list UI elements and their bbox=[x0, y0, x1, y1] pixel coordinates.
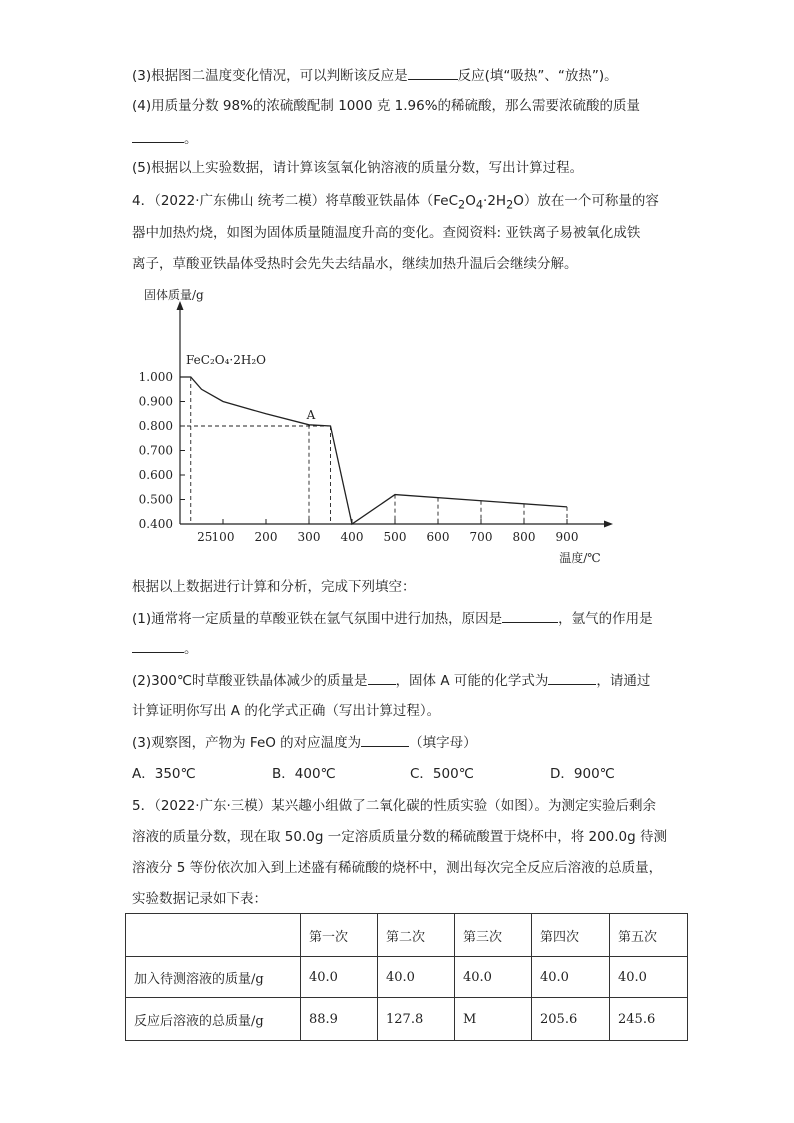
x-tick-label: 800 bbox=[512, 530, 536, 544]
table-header-cell: 第五次 bbox=[610, 914, 688, 957]
x-tick-label: 500 bbox=[383, 530, 407, 544]
q4-stem-line1: 4．（2022·广东佛山 统考二模）将草酸亚铁晶体$(FeC_2O_4\cdot 2H_2O)$放在一个可称量的容 bbox=[132, 193, 659, 212]
table-header-cell: 第四次 bbox=[532, 914, 610, 957]
table-cell: 127.8 bbox=[378, 998, 455, 1041]
x-tick-label: 25 bbox=[197, 530, 213, 544]
table-cell: 88.9 bbox=[301, 998, 378, 1041]
x-tick-label: 200 bbox=[254, 530, 278, 544]
answer-blank[interactable] bbox=[368, 670, 396, 685]
table-header-cell: 第一次 bbox=[301, 914, 378, 957]
q4-part1: (1)通常将一定质量的草酸亚铁在氩气氛围中进行加热，原因是 ，氩气的作用是 bbox=[132, 608, 653, 629]
x-tick-label: 100 bbox=[211, 530, 235, 544]
option-a[interactable]: A．350℃ bbox=[132, 766, 196, 782]
x-tick-label: 600 bbox=[426, 530, 450, 544]
x-axis-title: 温度/℃ bbox=[559, 551, 601, 565]
table-header-cell: 第二次 bbox=[378, 914, 455, 957]
q4-stem-line3: 离子，草酸亚铁晶体受热时会先失去结晶水，继续加热升温后会继续分解。 bbox=[132, 256, 578, 272]
table-cell: 40.0 bbox=[455, 957, 532, 998]
table-cell: 加入待测溶液的质量/g bbox=[126, 957, 301, 998]
q3-part4-line2: 。 bbox=[132, 128, 198, 149]
table-cell: 40.0 bbox=[378, 957, 455, 998]
q3-part4-line1: (4)用质量分数 98%的浓硫酸配制 1000 克 1.96%的稀硫酸，那么需要浓硫酸的质量 bbox=[132, 98, 641, 114]
y-tick-label: 0.900 bbox=[138, 394, 173, 409]
table-cell: 245.6 bbox=[610, 998, 688, 1041]
x-tick-label: 900 bbox=[555, 530, 579, 544]
answer-blank[interactable] bbox=[408, 65, 458, 80]
experiment-data-table bbox=[125, 913, 688, 1041]
answer-blank[interactable] bbox=[548, 670, 596, 685]
y-axis-arrow bbox=[177, 301, 184, 310]
table-cell: 40.0 bbox=[610, 957, 688, 998]
series-label: FeC₂O₄·2H₂O bbox=[186, 353, 266, 367]
q4-part2-line2: 计算证明你写出 A 的化学式正确（写出计算过程）。 bbox=[132, 703, 441, 719]
q5-stem-line3: 溶液分 5 等份依次加入到上述盛有稀硫酸的烧杯中，测出每次完全反应后溶液的总质量， bbox=[132, 860, 663, 876]
y-tick-label: 1.000 bbox=[138, 370, 173, 384]
q4-after-chart: 根据以上数据进行计算和分析，完成下列填空： bbox=[132, 579, 416, 595]
y-tick-label: 0.800 bbox=[138, 419, 173, 433]
y-tick-label: 0.700 bbox=[138, 443, 173, 458]
y-tick-label: 0.400 bbox=[138, 517, 173, 531]
mass-temperature-chart bbox=[130, 280, 630, 570]
q4-part1-line2: 。 bbox=[132, 638, 198, 659]
option-d[interactable]: D．900℃ bbox=[550, 766, 615, 782]
answer-blank[interactable] bbox=[132, 638, 184, 653]
mass-curve bbox=[180, 377, 567, 524]
q5-stem-line2: 溶液的质量分数，现在取 50.0g 一定溶质质量分数的稀硫酸置于烧杯中，将 200.0g 待测 bbox=[132, 829, 668, 845]
option-b[interactable]: B．400℃ bbox=[272, 766, 336, 782]
y-tick-label: 0.600 bbox=[138, 468, 173, 482]
table-cell: 205.6 bbox=[532, 998, 610, 1041]
q5-stem-line4: 实验数据记录如下表： bbox=[132, 891, 267, 907]
table-cell: 40.0 bbox=[532, 957, 610, 998]
table-cell: 40.0 bbox=[301, 957, 378, 998]
q3-part5: (5)根据以上实验数据，请计算该氢氧化钠溶液的质量分数，写出计算过程。 bbox=[132, 160, 584, 176]
y-tick-label: 0.500 bbox=[138, 492, 173, 507]
table-row bbox=[126, 957, 688, 998]
table-header-cell: 第三次 bbox=[455, 914, 532, 957]
x-axis-arrow bbox=[604, 521, 613, 528]
table-row bbox=[126, 998, 688, 1041]
q5-stem-line1: 5．（2022·广东·三模）某兴趣小组做了二氧化碳的性质实验（如图）。为测定实验后剩余 bbox=[132, 798, 657, 814]
y-axis-title: 固体质量/g bbox=[144, 288, 204, 302]
answer-blank[interactable] bbox=[361, 732, 409, 747]
x-tick-label: 700 bbox=[469, 530, 493, 544]
table-cell: 反应后溶液的总质量/g bbox=[126, 998, 301, 1041]
table-cell: M bbox=[455, 998, 532, 1041]
x-tick-label: 300 bbox=[297, 530, 321, 544]
q4-part2: (2)300℃时草酸亚铁晶体减少的质量是 ，固体 A 可能的化学式为 ，请通过 bbox=[132, 670, 650, 691]
answer-blank[interactable] bbox=[502, 608, 558, 623]
table-header-cell bbox=[126, 914, 301, 957]
answer-blank[interactable] bbox=[132, 128, 184, 143]
q3-part3: (3)根据图二温度变化情况，可以判断该反应是 反应(填“吸热”、“放热”)。 bbox=[132, 65, 618, 86]
point-a-label: A bbox=[306, 408, 316, 422]
x-tick-label: 400 bbox=[340, 530, 364, 544]
table-header-row bbox=[126, 914, 688, 957]
q4-stem-line2: 器中加热灼烧，如图为固体质量随温度升高的变化。查阅资料: 亚铁离子易被氧化成铁 bbox=[132, 225, 641, 241]
option-c[interactable]: C．500℃ bbox=[410, 766, 474, 782]
q4-part3: (3)观察图，产物为 FeO 的对应温度为 （填字母） bbox=[132, 732, 477, 753]
